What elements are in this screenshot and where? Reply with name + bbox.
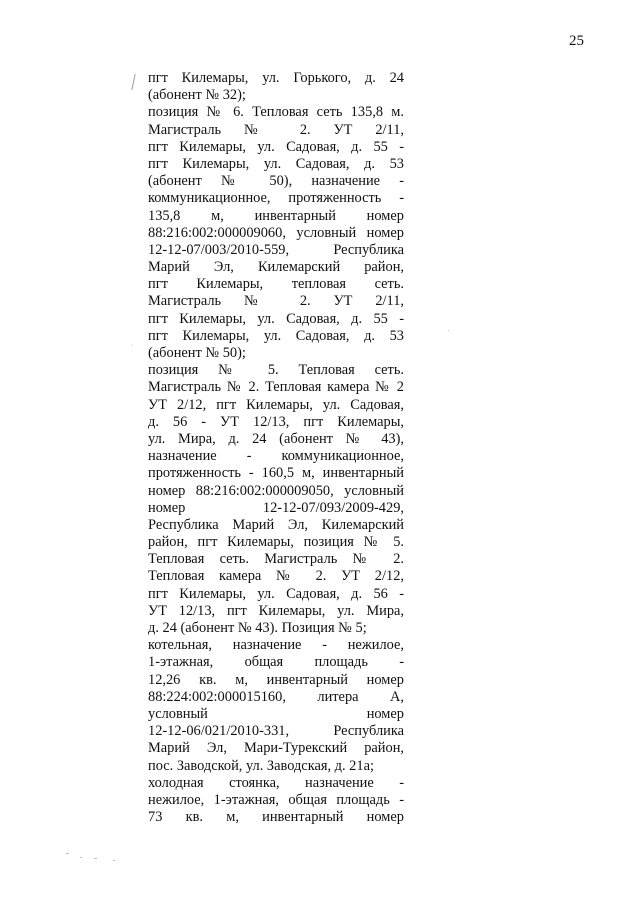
text-line: пгт Килемары, ул. Садовая, д. 56 - (148, 585, 404, 602)
scan-speck (94, 858, 97, 859)
text-line: (абонент № 50); (148, 345, 246, 361)
text-line: Тепловая сеть. Магистраль № 2. (148, 551, 404, 568)
text-column (148, 70, 404, 826)
text-line: район, пгт Килемары, позиция № 5. (148, 534, 404, 551)
text-line: д. 24 (абонент № 43). Позиция № 5; (148, 620, 367, 636)
text-line: 12,26 кв. м, инвентарный номер (148, 671, 404, 688)
text-line: (абонент № 50), назначение - (148, 173, 404, 190)
text-line: пгт Килемары, ул. Садовая, д. 53 (148, 155, 404, 172)
text-line: Тепловая камера № 2. УТ 2/12, (148, 568, 404, 585)
text-line: Республика Марий Эл, Килемарский (148, 516, 404, 533)
scan-speck (113, 860, 115, 861)
text-line: условный номер (148, 705, 404, 722)
scan-speck (131, 345, 132, 346)
text-line: 88:216:002:000009060, условный номер (148, 224, 404, 241)
text-line: номер 88:216:002:000009050, условный (148, 482, 404, 499)
text-line: номер 12-12-07/093/2009-429, (148, 499, 404, 516)
text-line: Магистраль № 2. УТ 2/11, (148, 121, 404, 138)
text-line: Марий Эл, Мари-Турекский район, (148, 740, 404, 757)
text-line: 73 кв. м, инвентарный номер (148, 809, 404, 826)
text-line: протяженность - 160,5 м, инвентарный (148, 465, 404, 482)
text-line: позиция № 5. Тепловая сеть. (148, 362, 404, 379)
text-line: Магистраль № 2. Тепловая камера № 2 (148, 379, 404, 396)
scan-speck (66, 853, 69, 854)
page-number: 25 (569, 33, 584, 49)
text-line: пос. Заводской, ул. Заводская, д. 21а; (148, 757, 374, 774)
text-line: позиция № 6. Тепловая сеть 135,8 м. (148, 104, 404, 121)
text-line: УТ 2/12, пгт Килемары, ул. Садовая, (148, 396, 404, 413)
text-line: 1-этажная, общая площадь - (148, 654, 404, 671)
text-line: пгт Килемары, ул. Горького, д. 24 (148, 70, 404, 86)
scan-speck (80, 857, 82, 858)
scan-speck (448, 330, 449, 331)
text-line: пгт Килемары, ул. Садовая, д. 55 - (148, 310, 404, 327)
text-line: (абонент № 32); (148, 87, 246, 104)
text-line: УТ 12/13, пгт Килемары, ул. Мира, (148, 602, 404, 619)
text-line: ул. Мира, д. 24 (абонент № 43), (148, 430, 404, 447)
text-line: котельная, назначение - нежилое, (148, 637, 404, 654)
text-line: пгт Килемары, ул. Садовая, д. 53 (148, 327, 404, 344)
text-line: д. 56 - УТ 12/13, пгт Килемары, (148, 413, 404, 430)
text-line: назначение - коммуникационное, (148, 448, 404, 465)
text-line: Марий Эл, Килемарский район, (148, 259, 404, 276)
text-line: нежилое, 1-этажная, общая площадь - (148, 791, 404, 808)
text-line: коммуникационное, протяженность - (148, 190, 404, 207)
margin-pencil-mark (131, 74, 135, 90)
text-line: 12-12-06/021/2010-331, Республика (148, 723, 404, 740)
text-line: пгт Килемары, ул. Садовая, д. 55 - (148, 138, 404, 155)
text-line: Магистраль № 2. УТ 2/11, (148, 293, 404, 310)
text-line: холодная стоянка, назначение - (148, 774, 404, 791)
text-line: 88:224:002:000015160, литера А, (148, 688, 404, 705)
text-line: пгт Килемары, тепловая сеть. (148, 276, 404, 293)
text-line: 135,8 м, инвентарный номер (148, 207, 404, 224)
text-line: 12-12-07/003/2010-559, Республика (148, 241, 404, 258)
